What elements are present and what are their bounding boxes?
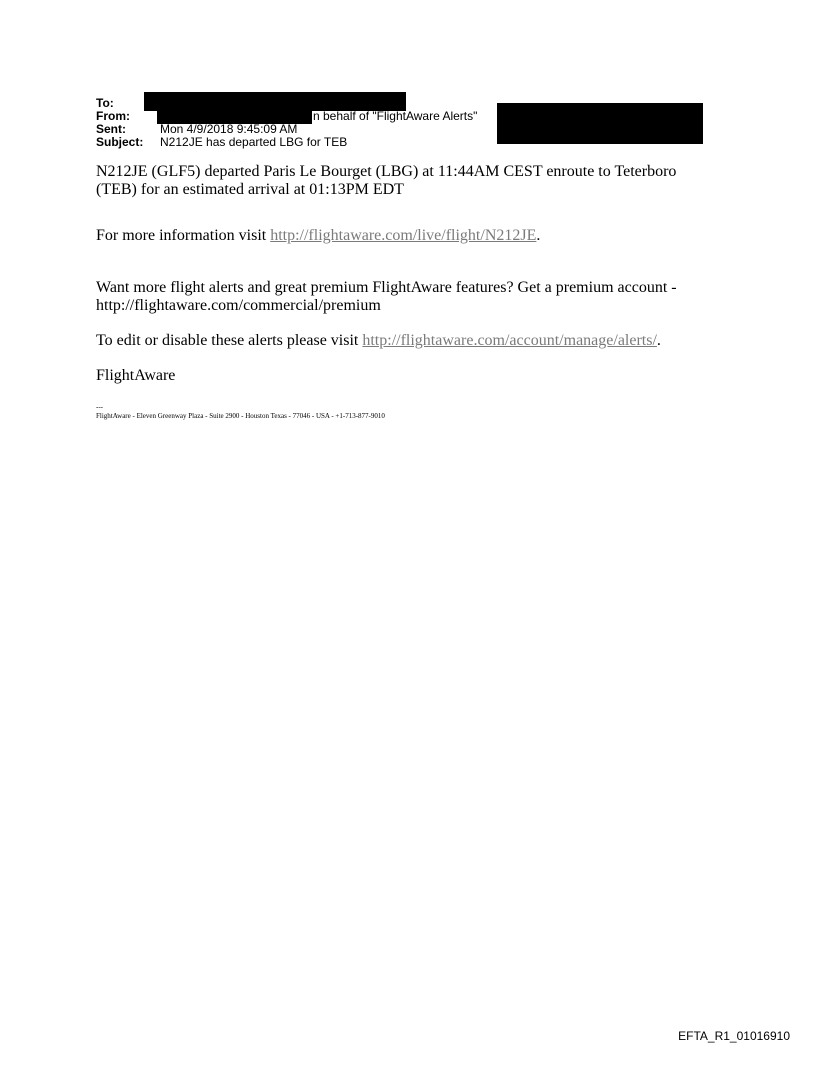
premium-paragraph: Want more flight alerts and great premium FlightAware features? Get a premium account - http://flightaware.com/commercial/premium [96,279,677,314]
signature: FlightAware [96,367,176,384]
more-info-prefix: For more information visit [96,227,271,244]
edit-alerts-prefix: To edit or disable these alerts please visit [96,332,363,349]
more-info-paragraph [96,227,716,245]
flight-tracking-link[interactable]: http://flightaware.com/live/flight/N212JE [270,227,537,244]
subject-value: N212JE has departed LBG for TEB [160,135,348,149]
redaction-bar-from-email [497,103,703,144]
more-info-suffix: . [536,227,541,244]
from-value: n behalf of "FlightAware Alerts" [313,109,478,123]
edit-alerts-suffix: . [656,332,661,349]
sent-label: Sent: [96,122,126,136]
to-label: To: [96,96,114,110]
manage-alerts-link[interactable]: http://flightaware.com/account/manage/alerts/ [362,332,657,349]
footer-separator: --- [96,403,103,411]
document-id: EFTA_R1_01016910 [678,1029,790,1043]
subject-label: Subject: [96,135,144,149]
footer-address: FlightAware - Eleven Greenway Plaza - Suite 2900 - Houston Texas - 77046 - USA - +1-713-877-9010 [96,412,385,420]
sent-value: Mon 4/9/2018 9:45:09 AM [160,122,298,136]
edit-alerts-paragraph [96,332,716,350]
from-label: From: [96,109,130,123]
departure-paragraph: N212JE (GLF5) departed Paris Le Bourget (LBG) at 11:44AM CEST enroute to Teterboro (TEB) for an estimated arrival at 01:13PM EDT [96,163,677,198]
